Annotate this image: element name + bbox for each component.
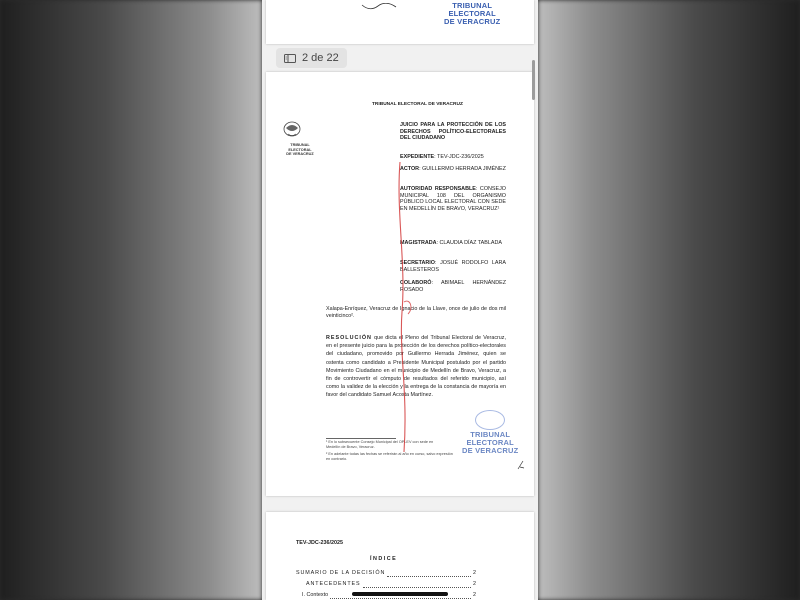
next-page	[266, 512, 534, 600]
eagle-seal-icon	[280, 120, 304, 138]
document-page	[266, 72, 534, 496]
actor-value: : GUILLERMO HERRADA JIMÉNEZ	[419, 166, 506, 172]
home-indicator[interactable]	[352, 592, 448, 596]
stamp-text: TRIBUNAL	[452, 1, 493, 10]
footnote-2: ² En adelante todas las fechas se referirán al año en curso, salvo expresión en contrario.	[326, 452, 453, 461]
place-date: Xalapa-Enríquez, Veracruz de Ignacio de la Llave, once de julio de dos mil veinticinco².	[326, 306, 506, 319]
scrollbar-thumb[interactable]	[532, 60, 535, 100]
logo-text: TRIBUNAL ELECTORAL	[288, 143, 312, 152]
court-stamp-bottom	[462, 410, 518, 455]
stamp-seal-icon	[475, 410, 505, 430]
stamp-text: DE VERACRUZ	[462, 446, 519, 455]
expediente-value: : TEV-JDC-236/2025	[434, 154, 484, 160]
secretario-value: : JOSUÉ RODOLFO LARA BALLESTEROS	[400, 260, 506, 273]
actor-label: ACTOR	[400, 166, 420, 172]
logo-text: DE VERACRUZ	[286, 152, 314, 157]
red-signature	[386, 152, 426, 487]
index-row-label: ANTECEDENTES	[306, 581, 361, 587]
index-row-page: 2	[473, 581, 476, 587]
page-indicator-text: 2 de 22	[302, 52, 339, 64]
autoridad-value: : CONSEJO MUNICIPAL 108 DEL ORGANISMO PÚBLICO LOCAL ELECTORAL CON SEDE EN MEDELLÍN DE BRAVO, VERACRUZ¹	[400, 186, 506, 212]
colaboro-label: COLABORÓ	[400, 280, 432, 286]
index-leader	[363, 581, 471, 588]
next-page-expediente: TEV-JDC-236/2025	[296, 540, 344, 546]
colaboro-value: : ABIMAEL HERNÁNDEZ ROSADO	[400, 280, 506, 293]
document-header: TRIBUNAL ELECTORAL DE VERACRUZ	[372, 102, 463, 107]
case-title: JUICIO PARA LA PROTECCIÓN DE LOS DERECHOS POLÍTICO-ELECTORALES DEL CIUDADANO	[400, 122, 506, 142]
autoridad-label: AUTORIDAD RESPONSABLE	[400, 186, 476, 192]
pdf-viewer[interactable]	[262, 0, 538, 600]
secretario-label: SECRETARIO	[400, 260, 435, 266]
initial-mark	[516, 458, 526, 476]
stamp-text: ELECTORAL	[466, 438, 514, 447]
index-title: ÍNDICE	[370, 556, 398, 562]
magistrada-label: MAGISTRADA	[400, 240, 437, 246]
index-row-page: 2	[473, 570, 476, 576]
resolution-text: que dicta el Pleno del Tribunal Electoral de Veracruz, en el presente juicio para la protección de los derechos político-electorales del ciudadano, promovido por Guillermo Herrada Jiménez, quien se ostenta como candidato a Presidente Municipal postulado por el partido Movimiento Ciudadano en el municipio de Medellín de Bravo, Veracruz, a fin de controvertir el cómputo de resultados del referido municipio, así como la validez de la elección y la entrega de la constancia de mayoría en favor del candidato Samuel Acosta Martínez.	[326, 335, 506, 399]
background-blur-right	[538, 0, 800, 600]
resolution-label: RESOLUCIÓN	[326, 335, 372, 341]
index-row-page: 2	[473, 592, 476, 598]
page-indicator	[276, 48, 347, 68]
stamp-text: TRIBUNAL	[470, 430, 511, 439]
footnote-1: ¹ En lo subsecuente Consejo Municipal del OPLEV con sede en Medellín de Bravo, Veracruz.	[326, 440, 434, 449]
stamp-text: ELECTORAL	[448, 9, 496, 18]
index-row-label: SUMARIO DE LA DECISIÓN	[296, 570, 386, 576]
expediente-label: EXPEDIENTE	[400, 154, 435, 160]
magistrada-value: : CLAUDIA DÍAZ TABLADA	[436, 240, 502, 246]
court-stamp-top	[444, 2, 500, 26]
previous-page	[266, 0, 534, 44]
stamp-text: DE VERACRUZ	[444, 17, 501, 26]
pages-icon	[284, 54, 296, 63]
index-row	[296, 570, 476, 577]
background-blur-left	[0, 0, 262, 600]
index-leader	[387, 570, 471, 577]
index-row	[306, 581, 476, 588]
index-row-label: I. Contexto	[302, 592, 329, 598]
court-logo	[280, 120, 320, 157]
scribble-mark	[360, 0, 400, 18]
